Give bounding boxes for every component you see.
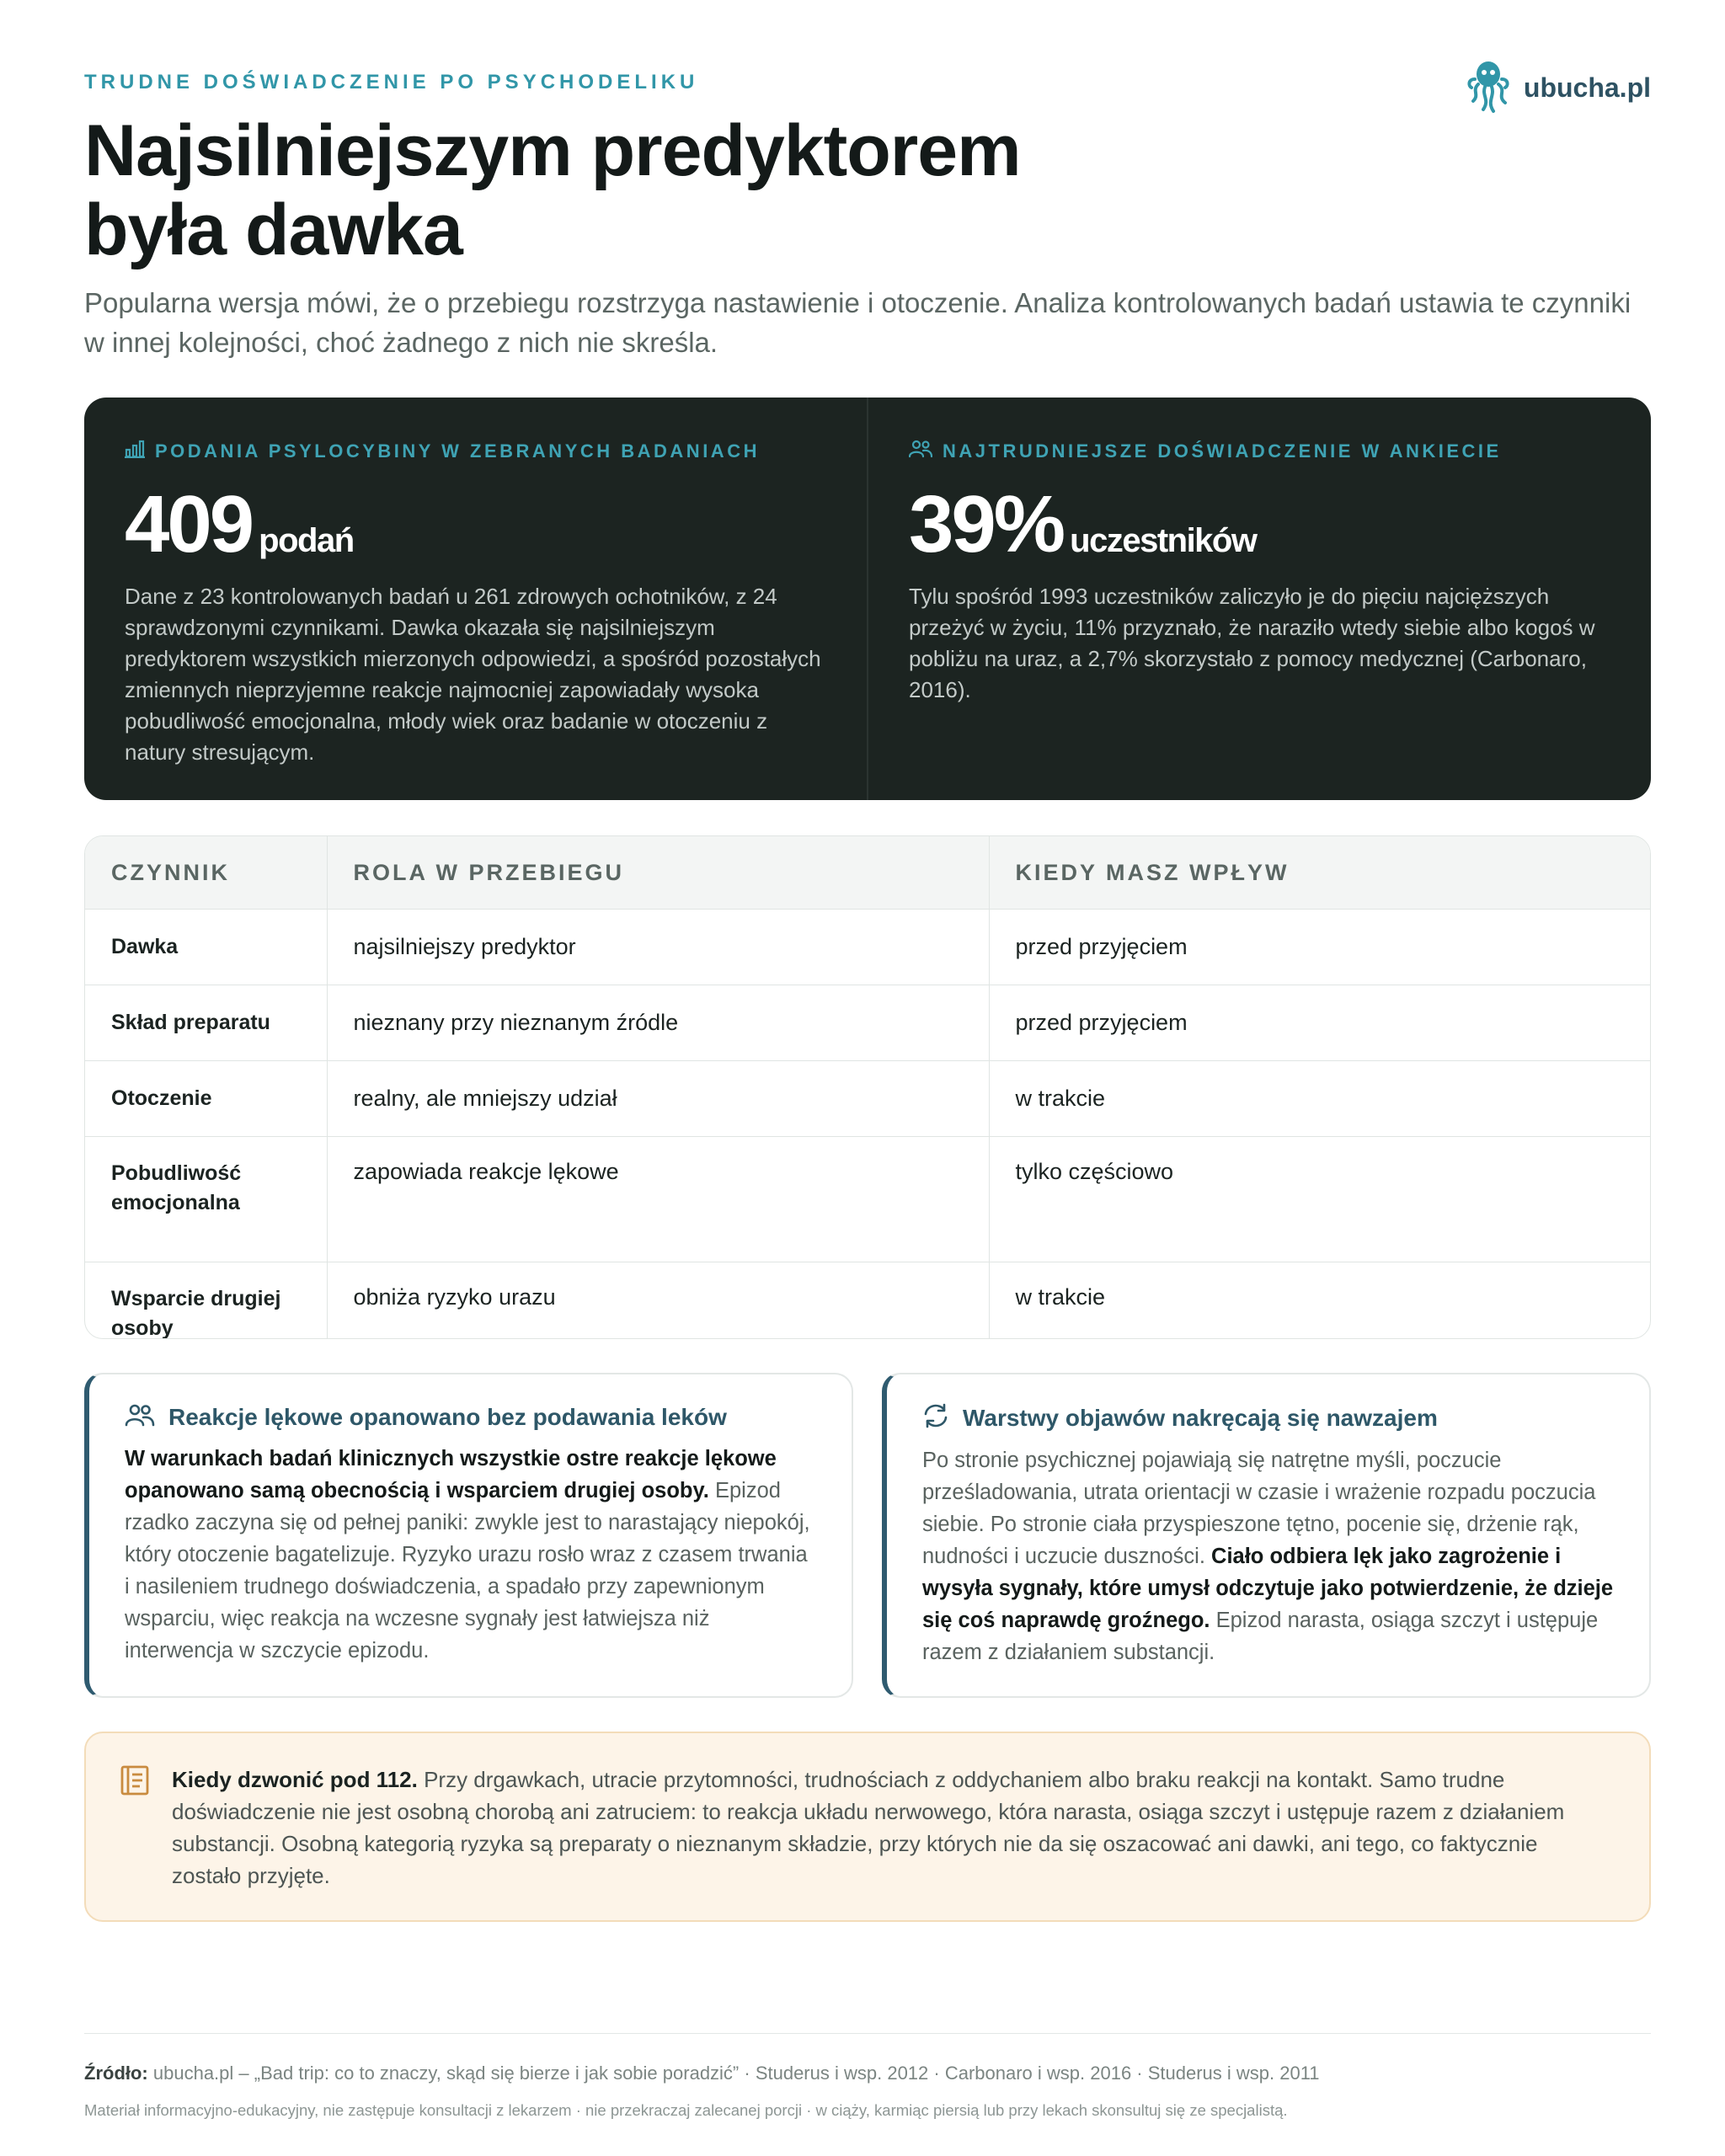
stat-participants bbox=[867, 398, 1651, 800]
people-icon bbox=[909, 440, 932, 463]
table-cell-role: realny, ale mniejszy udział bbox=[327, 1061, 989, 1137]
table-cell-factor: Pobudliwość emocjonalna bbox=[85, 1137, 327, 1262]
stat-participants-label-text: NAJTRUDNIEJSZE DOŚWIADCZENIE W ANKIECIE bbox=[943, 440, 1502, 462]
table-cell-when: przed przyjęciem bbox=[989, 985, 1650, 1061]
people-icon bbox=[125, 1403, 155, 1431]
logo-text: ubucha.pl bbox=[1523, 72, 1651, 103]
stat-doses-unit: podań bbox=[259, 522, 354, 559]
disclaimer: Materiał informacyjno-edukacyjny, nie zastępuje konsultacji z lekarzem · nie przekraczaj zalecanej porcji · w ciąży, karmiąc piersią lub przy lekach skonsultuj się ze specjalistą. bbox=[84, 2101, 1288, 2119]
table-cell-when: przed przyjęciem bbox=[989, 910, 1650, 985]
emergency-callout bbox=[84, 1732, 1651, 1922]
octopus-logo-icon bbox=[1465, 57, 1512, 119]
stat-participants-unit: uczestników bbox=[1070, 522, 1257, 559]
table-cell-factor: Wsparcie drugiej osoby bbox=[111, 1287, 281, 1339]
table-cell-factor: Skład preparatu bbox=[85, 985, 327, 1061]
table-cell-role: nieznany przy nieznanym źródle bbox=[327, 985, 989, 1061]
table-cell-when: w trakcie bbox=[989, 1061, 1650, 1137]
stat-doses-value: 409 bbox=[125, 479, 253, 569]
table-row bbox=[85, 1137, 1650, 1262]
notebook-icon bbox=[120, 1764, 150, 1920]
lead-paragraph: Popularna wersja mówi, że o przebiegu rozstrzyga nastawienie i otoczenie. Analiza kontrolowanych badań ustawia te czynniki w innej kolejności, choć żadnego z nich nie skreśla. bbox=[84, 287, 1632, 358]
source-text: ubucha.pl – „Bad trip: co to znaczy, skąd się bierze i jak sobie poradzić” · Studerus i wsp. 2012 · Carbonaro i wsp. 2016 · Studerus i wsp. 2011 bbox=[147, 2063, 1320, 2084]
table-cell-role: zapowiada reakcje lękowe bbox=[327, 1137, 989, 1262]
bar-chart-icon bbox=[125, 440, 145, 463]
logo[interactable] bbox=[1465, 57, 1651, 119]
stat-doses-label-text: PODANIA PSYLOCYBINY W ZEBRANYCH BADANIACH bbox=[155, 440, 760, 462]
card-anxiety-reactions-title: Reakcje lękowe opanowano bez podawania leków bbox=[168, 1403, 727, 1430]
info-cards bbox=[84, 1373, 1651, 1698]
stat-participants-description: Tylu spośród 1993 uczestników zaliczyło je do pięciu najcięższych przeżyć w życiu, 11% przyznało, że naraziło wtedy siebie albo kogoś w pobliżu na uraz, a 2,7% skorzystało z pomocy medycznej (Carbonaro, 2016). bbox=[909, 584, 1595, 702]
column-header-when: KIEDY MASZ WPŁYW bbox=[989, 836, 1650, 910]
card-symptom-layers-header bbox=[922, 1403, 1616, 1433]
stat-doses-description: Dane z 23 kontrolowanych badań u 261 zdrowych ochotników, z 24 sprawdzonymi czynnikami. Dawka okazała się najsilniejszym predyktorem wszystkich mierzonych odpowiedzi, a spośród pozostałych zmiennych nieprzyjemne reakcje najmocniej zapowiadały wysoka pobudliwość emocjonalna, młody wiek oraz badanie w otoczeniu z natury stresującym. bbox=[125, 584, 821, 765]
source-line bbox=[84, 2063, 1320, 2084]
page-title-line-1: Najsilniejszym predyktorem bbox=[84, 110, 1021, 191]
column-header-role: ROLA W PRZEBIEGU bbox=[327, 836, 989, 910]
emergency-callout-text bbox=[172, 1764, 1610, 1920]
card-anxiety-reactions-text: Epizod rzadko zaczyna się od pełnej paniki: zwykle jest to narastający niepokój, który otoczenie bagatelizuje. Ryzyko urazu rosło wraz z czasem trwania i nasileniem trudnego doświadczenia, a spadało przy zapewnionym wsparciu, więc reakcja na wczesne sygnały jest łatwiejsza niż interwencja w szczycie epizodu. bbox=[125, 1479, 810, 1662]
card-symptom-layers bbox=[882, 1373, 1651, 1698]
card-anxiety-reactions-bold: W warunkach badań klinicznych wszystkie ostre reakcje lękowe opanowano samą obecnością i wsparciem drugiej osoby. bbox=[125, 1447, 777, 1502]
card-symptom-layers-text-before: Po stronie psychicznej pojawiają się natrętne myśli, poczucie prześladowania, utrata orientacji w czasie i wrażenie rozpadu poczucia siebie. Po stronie ciała przyspieszone tętno, pocenie się, drżenie rąk, nudności i uczucie duszności. bbox=[922, 1449, 1596, 1568]
card-symptom-layers-bold: Ciało odbiera lęk jako zagrożenie i wysyła sygnały, które umysł odczytuje jako potwierdzenie, że dzieje się coś naprawdę groźnego. bbox=[922, 1545, 1614, 1632]
stat-participants-label bbox=[909, 440, 1610, 463]
refresh-icon bbox=[922, 1403, 949, 1433]
stat-participants-value: 39% bbox=[909, 479, 1064, 569]
card-symptom-layers-title: Warstwy objawów nakręcają się nawzajem bbox=[963, 1404, 1438, 1431]
stats-panel bbox=[84, 398, 1651, 800]
page-title-line-2: była dawka bbox=[84, 189, 462, 270]
table-row bbox=[85, 1262, 1650, 1340]
emergency-callout-body: Przy drgawkach, utracie przytomności, trudnościach z oddychaniem albo braku reakcji na kontakt. Samo trudne doświadczenie nie jest osobną chorobą ani zatruciem: to reakcja układu nerwowego, która narasta, osiąga szczyt i ustępuje razem z działaniem substancji. Osobną kategorią ryzyka są preparaty o nieznanym składzie, przy których nie da się oszacować ani dawki, ani tego, co faktycznie zostało przyjęte. bbox=[172, 1767, 1565, 1888]
table-cell-factor: Otoczenie bbox=[85, 1061, 327, 1137]
stat-participants-figure bbox=[909, 478, 1610, 571]
table-row bbox=[85, 910, 1650, 985]
stat-doses-label bbox=[125, 440, 826, 463]
card-anxiety-reactions-body bbox=[125, 1443, 818, 1667]
card-anxiety-reactions-header bbox=[125, 1403, 818, 1431]
column-header-factor: CZYNNIK bbox=[85, 836, 327, 910]
stat-doses-figure bbox=[125, 478, 826, 571]
eyebrow: TRUDNE DOŚWIADCZENIE PO PSYCHODELIKU bbox=[84, 71, 699, 93]
card-symptom-layers-text-after: Epizod narasta, osiąga szczyt i ustępuje razem z działaniem substancji. bbox=[922, 1609, 1599, 1664]
table-cell-role: obniża ryzyko urazu bbox=[327, 1262, 989, 1340]
source-label: Źródło: bbox=[84, 2063, 148, 2084]
stat-doses bbox=[84, 398, 867, 800]
factor-table bbox=[84, 835, 1651, 1339]
table-cell-role: najsilniejszy predyktor bbox=[327, 910, 989, 985]
footer-divider bbox=[84, 2033, 1651, 2034]
table-cell-factor: Dawka bbox=[85, 910, 327, 985]
card-symptom-layers-body bbox=[922, 1444, 1616, 1668]
page-title bbox=[84, 111, 1179, 270]
emergency-callout-bold: Kiedy dzwonić pod 112. bbox=[172, 1767, 418, 1792]
table-cell-when: w trakcie bbox=[989, 1262, 1650, 1340]
table-row bbox=[85, 985, 1650, 1061]
table-cell-when: tylko częściowo bbox=[989, 1137, 1650, 1262]
table-row bbox=[85, 1061, 1650, 1137]
card-anxiety-reactions bbox=[84, 1373, 853, 1698]
table-header-row bbox=[85, 836, 1650, 910]
